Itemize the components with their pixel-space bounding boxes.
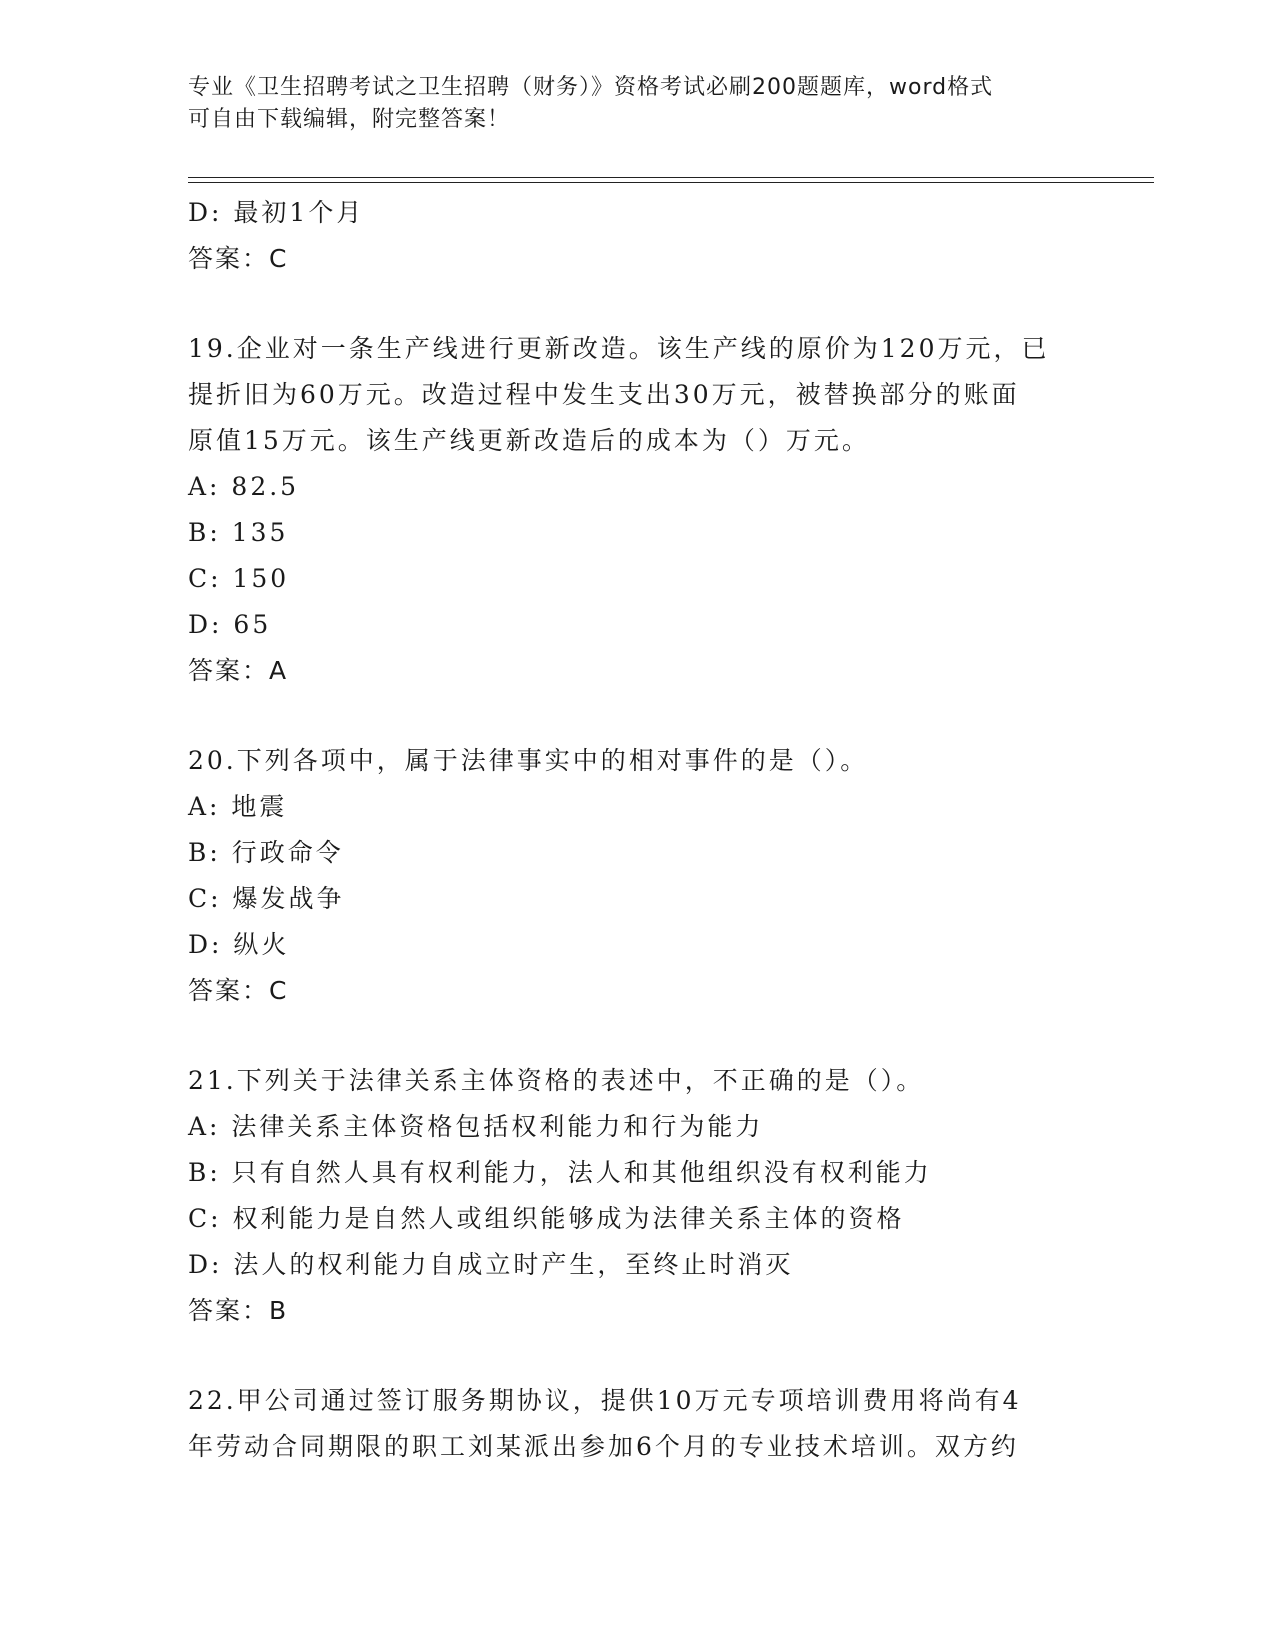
question-22-stem-line-1: 22.甲公司通过签订服务期协议，提供10万元专项培训费用将尚有4: [188, 1386, 1022, 1415]
question-20-stem-line-1: 20.下列各项中，属于法律事实中的相对事件的是（）。: [188, 746, 869, 775]
header-line-1: 专业《卫生招聘考试之卫生招聘（财务）》资格考试必刷200题题库，word格式: [188, 75, 994, 100]
question-19-option-b: B: 135: [188, 518, 289, 547]
prev-option-d: D: 最初1个月: [188, 198, 365, 227]
question-21-option-d: D: 法人的权利能力自成立时产生，至终止时消灭: [188, 1250, 794, 1279]
question-20-option-c: C: 爆发战争: [188, 884, 345, 913]
question-21-option-a: A: 法律关系主体资格包括权利能力和行为能力: [188, 1112, 764, 1141]
question-21-answer: 答案：B: [188, 1296, 289, 1325]
question-22: [188, 1378, 1088, 1470]
question-19-answer: 答案：A: [188, 656, 289, 685]
question-20-option-b: B: 行政命令: [188, 838, 344, 867]
question-19-option-d: D: 65: [188, 610, 272, 639]
question-20-option-a: A: 地震: [188, 792, 288, 821]
question-19-option-c: C: 150: [188, 564, 290, 593]
question-21-option-c: C: 权利能力是自然人或组织能够成为法律关系主体的资格: [188, 1204, 905, 1233]
header-divider-bottom: [188, 182, 1154, 183]
question-list: [188, 190, 1088, 1470]
header-line-2: 可自由下载编辑，附完整答案！: [188, 107, 511, 132]
question-19-stem-line-1: 19.企业对一条生产线进行更新改造。该生产线的原价为120万元，已: [188, 334, 1050, 363]
document-header: [188, 72, 1088, 136]
question-19-stem-line-2: 提折旧为60万元。改造过程中发生支出30万元，被替换部分的账面: [188, 380, 1020, 409]
question-21: [188, 1058, 1088, 1334]
header-divider-top: [188, 177, 1154, 178]
question-19: [188, 326, 1088, 694]
question-20-option-d: D: 纵火: [188, 930, 290, 959]
question-20-answer: 答案：C: [188, 976, 289, 1005]
question-22-stem-line-2: 年劳动合同期限的职工刘某派出参加6个月的专业技术培训。双方约: [188, 1432, 1019, 1461]
prev-answer: 答案：C: [188, 244, 289, 273]
question-19-option-a: A: 82.5: [188, 472, 300, 501]
question-20: [188, 738, 1088, 1014]
question-19-stem-line-3: 原值15万元。该生产线更新改造后的成本为（）万元。: [188, 426, 870, 455]
question-21-stem-line-1: 21.下列关于法律关系主体资格的表述中，不正确的是（）。: [188, 1066, 925, 1095]
question-21-option-b: B: 只有自然人具有权利能力，法人和其他组织没有权利能力: [188, 1158, 932, 1187]
